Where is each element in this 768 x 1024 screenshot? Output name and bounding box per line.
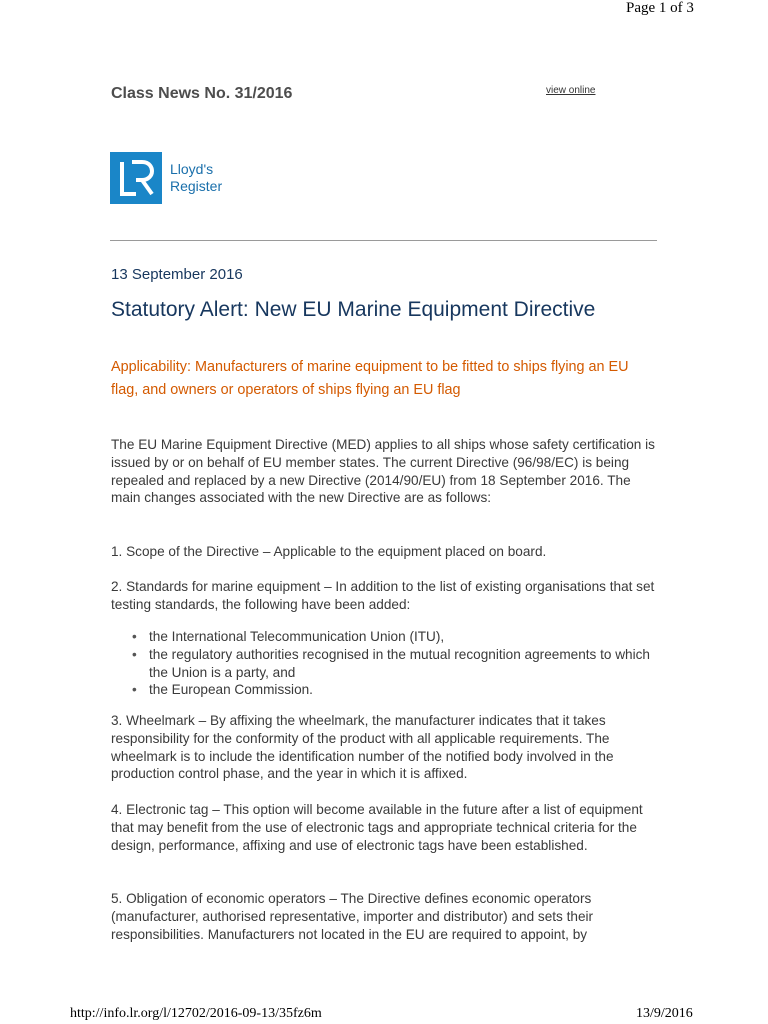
page-number: Page 1 of 3 (626, 0, 694, 16)
footer-date: 13/9/2016 (636, 1006, 693, 1021)
list-item: • the International Telecommunication Union (ITU), (129, 628, 659, 646)
point-3-paragraph: 3. Wheelmark – By affixing the wheelmark, the manufacturer indicates that it takes responsibility for the conformity of the product with all applicable requirements. The wheelmark is to include the identification number of the notified body involved in the production control phase, and the year in which it is affixed. (111, 713, 614, 782)
intro-paragraph: The EU Marine Equipment Directive (MED) applies to all ships whose safety certification is issued by or on behalf of EU member states. The current Directive (96/98/EC) is being repealed and replaced by a new Directive (2014/90/EU) from 18 September 2016. The main changes associated with the new Directive are as follows: (111, 437, 655, 506)
list-item: • the European Commission. (129, 681, 659, 699)
logo-line-2: Register (170, 178, 223, 194)
list-item: • the regulatory authorities recognised in the mutual recognition agreements to which the Union is a party, and (129, 646, 659, 682)
article-date: 13 September 2016 (111, 266, 243, 283)
added-organisations-list (129, 628, 659, 699)
class-news-title: Class News No. 31/2016 (111, 85, 293, 102)
header-divider (110, 240, 657, 241)
point-5-paragraph: 5. Obligation of economic operators – The Directive defines economic operators (manufacturer, authorised representative, importer and distributor) and sets their responsibilities. Manufacturers not located in the EU are required to appoint, by (111, 891, 594, 942)
lloyds-register-logo (110, 142, 240, 214)
point-1-paragraph: 1. Scope of the Directive – Applicable to the equipment placed on board. (111, 544, 547, 559)
footer-url: http://info.lr.org/l/12702/2016-09-13/35fz6m (70, 1006, 322, 1021)
point-2-paragraph: 2. Standards for marine equipment – In addition to the list of existing organisations that set testing standards, the following have been added: (111, 579, 655, 612)
lr-monogram-icon (110, 152, 162, 204)
logo-line-1: Lloyd's (170, 161, 214, 177)
applicability-note: Applicability: Manufacturers of marine equipment to be fitted to ships flying an EU flag, and owners or operators of ships flying an EU flag (111, 359, 629, 398)
article-headline: Statutory Alert: New EU Marine Equipment Directive (111, 298, 596, 321)
view-online-link[interactable]: view online (546, 85, 596, 96)
lr-logo-mark (110, 152, 162, 204)
point-4-paragraph: 4. Electronic tag – This option will become available in the future after a list of equipment that may benefit from the use of electronic tags and appropriate technical criteria for the design, performance, affixing and use of electronic tags have been established. (111, 802, 643, 853)
